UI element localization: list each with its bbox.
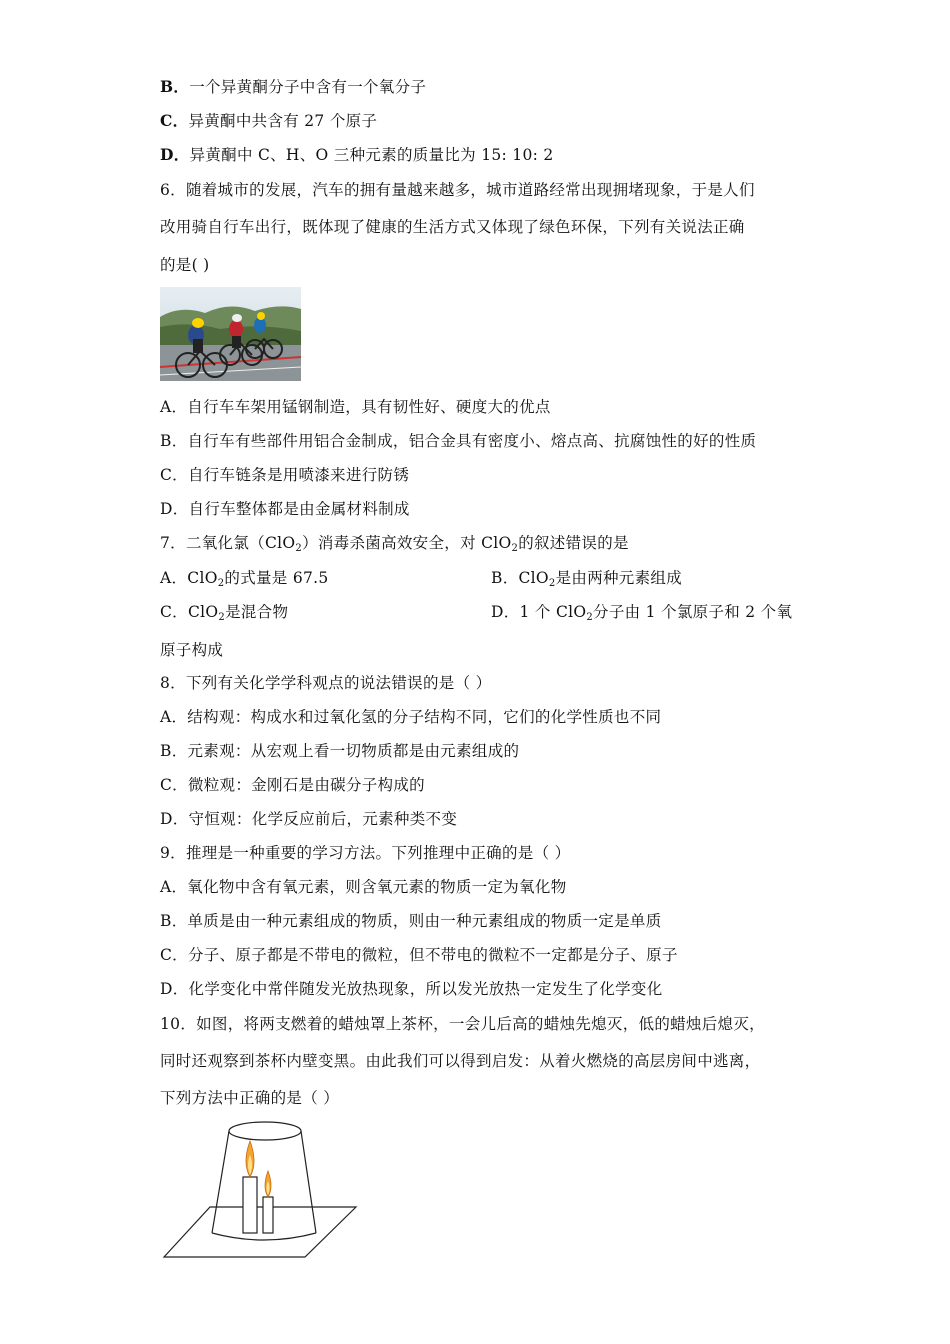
q5-option-c: C．异黄酮中共含有 27 个原子: [160, 111, 378, 130]
q6-option-b: B．自行车有些部件用铝合金制成，铝合金具有密度小、熔点高、抗腐蚀性的好的性质: [160, 432, 757, 450]
q10-stem-line-2: 同时还观察到茶杯内壁变黑。由此我们可以得到启发：从着火燃烧的高层房间中逃离，: [160, 1052, 761, 1070]
candles-under-cup-diagram-icon: [160, 1115, 360, 1263]
q7-option-d: D．1 个 ClO$_2$分子由 1 个氯原子和 2 个氧: [491, 603, 793, 623]
q9-option-c: C．分子、原子都是不带电的微粒，但不带电的微粒不一定都是分子、原子: [160, 946, 678, 964]
q9-option-d: D．化学变化中常伴随发光放热现象，所以发光放热一定发生了化学变化: [160, 980, 663, 998]
q7-option-a: A．ClO$_2$的式量是 67.5: [160, 569, 329, 589]
q6-option-d: D．自行车整体都是由金属材料制成: [160, 500, 410, 518]
q7-option-b: B．ClO$_2$是由两种元素组成: [491, 569, 682, 589]
q9-option-a: A．氧化物中含有氧元素，则含氧元素的物质一定为氧化物: [160, 878, 567, 896]
q8-option-a: A．结构观：构成水和过氧化氢的分子结构不同，它们的化学性质也不同: [160, 708, 662, 726]
q5-option-d: D．异黄酮中 C、H、O 三种元素的质量比为 15: 10: 2: [160, 145, 554, 164]
q9-option-b: B．单质是由一种元素组成的物质，则由一种元素组成的物质一定是单质: [160, 912, 662, 930]
q6-option-c: C．自行车链条是用喷漆来进行防锈: [160, 466, 410, 484]
q8-option-d: D．守恒观：化学反应前后，元素种类不变: [160, 810, 458, 828]
q6-stem-line-3: 的是( ): [160, 256, 210, 274]
q6-option-a: A．自行车车架用锰钢制造，具有韧性好、硬度大的优点: [160, 398, 551, 416]
q7-option-c: C．ClO$_2$是混合物: [160, 603, 289, 623]
cyclists-photo-icon: [160, 287, 301, 381]
q6-stem-line-2: 改用骑自行车出行，既体现了健康的生活方式又体现了绿色环保，下列有关说法正确: [160, 218, 745, 236]
q5-option-b: B．一个异黄酮分子中含有一个氧分子: [160, 77, 427, 96]
q8-option-b: B．元素观：从宏观上看一切物质都是由元素组成的: [160, 742, 520, 760]
q7-option-d-continued: 原子构成: [160, 641, 224, 659]
q8-stem: 8．下列有关化学学科观点的说法错误的是（ ）: [160, 674, 492, 692]
q10-stem-line-3: 下列方法中正确的是（ ）: [160, 1089, 340, 1107]
q6-stem-line-1: 6．随着城市的发展，汽车的拥有量越来越多，城市道路经常出现拥堵现象，于是人们: [160, 181, 755, 199]
q7-stem: 7．二氧化氯（ClO$_2$）消毒杀菌高效安全，对 ClO$_2$的叙述错误的是: [160, 534, 629, 554]
q10-stem-line-1: 10．如图，将两支燃着的蜡烛罩上茶杯，一会儿后高的蜡烛先熄灭，低的蜡烛后熄灭，: [160, 1015, 765, 1033]
q8-option-c: C．微粒观：金刚石是由碳分子构成的: [160, 776, 425, 794]
q9-stem: 9．推理是一种重要的学习方法。下列推理中正确的是（ ）: [160, 844, 571, 862]
